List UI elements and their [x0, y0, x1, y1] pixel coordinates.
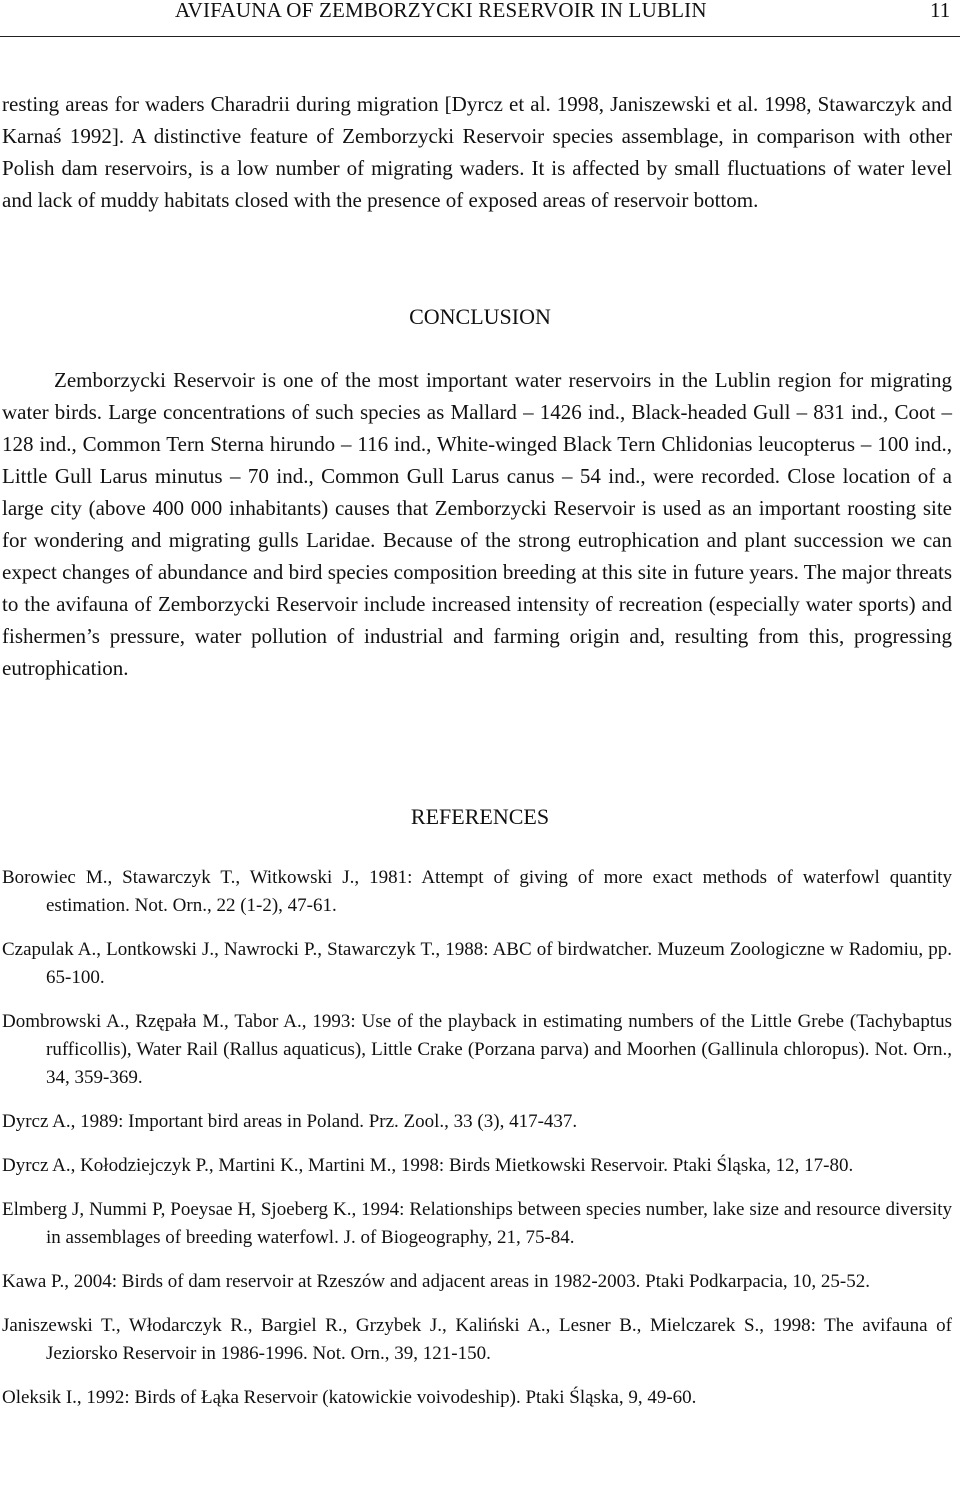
reference-item: Kawa P., 2004: Birds of dam reservoir at Rzeszów and adjacent areas in 1982-2003. Ptaki Podkarpacia, 10, 25-52.: [2, 1271, 870, 1292]
reference-item: Elmberg J, Nummi P, Poeysae H, Sjoeberg K., 1994: Relationships between species number, lake size and resource diversity in assemblages of breeding waterfowl. J. of Biogeography, 21, 75-84.: [2, 1199, 952, 1248]
intro-paragraph: [2, 88, 952, 216]
reference-item: Oleksik I., 1992: Birds of Łąka Reservoir (katowickie voivodeship). Ptaki Śląska, 9, 49-60.: [2, 1387, 697, 1408]
reference-item: Dyrcz A., 1989: Important bird areas in Poland. Prz. Zool., 33 (3), 417-437.: [2, 1111, 578, 1132]
page-number: 11: [930, 0, 951, 22]
conclusion-paragraph: [2, 364, 952, 684]
reference-item: Dombrowski A., Rzępała M., Tabor A., 1993: Use of the playback in estimating numbers of the Little Grebe (Tachybaptus rufficollis), Water Rail (Rallus aquaticus), Little Crake (Porzana parva) and Moorhen (Gallinula chloropus). Not. Orn., 34, 359-369.: [2, 1011, 952, 1088]
reference-item: Dyrcz A., Kołodziejczyk P., Martini K., Martini M., 1998: Birds Mietkowski Reservoir. Ptaki Śląska, 12, 17-80.: [2, 1155, 854, 1176]
running-title: AVIFAUNA OF ZEMBORZYCKI RESERVOIR IN LUBLIN: [175, 0, 707, 22]
reference-item: Czapulak A., Lontkowski J., Nawrocki P., Stawarczyk T., 1988: ABC of birdwatcher. Muzeum Zoologiczne w Radomiu, pp. 65-100.: [2, 939, 952, 988]
reference-item: Janiszewski T., Włodarczyk R., Bargiel R., Grzybek J., Kaliński A., Lesner B., Mielczarek S., 1998: The avifauna of Jeziorsko Reservoir in 1986-1996. Not. Orn., 39, 121-150.: [2, 1315, 952, 1364]
reference-item: Borowiec M., Stawarczyk T., Witkowski J., 1981: Attempt of giving of more exact methods of waterfowl quantity estimation. Not. Orn., 22 (1-2), 47-61.: [2, 867, 952, 916]
conclusion-paragraph-text: Zemborzycki Reservoir is one of the most important water reservoirs in the Lublin region for migrating water birds. Large concentrations of such species as Mallard – 1426 ind., Black-headed Gull – 831 ind., Coot – 128 ind., Common Tern Sterna hirundo – 116 ind., White-winged Black Tern Chlidonias leucopterus – 100 ind., Little Gull Larus minutus – 70 ind., Common Gull Larus canus – 54 ind., were recorded. Close location of a large city (above 400 000 inhabitants) causes that Zemborzycki Reservoir is used as an important roosting site for wondering and migrating gulls Laridae. Because of the strong eutrophication and plant succession we can expect changes of abundance and bird species composition breeding at this site in future years. The major threats to the avifauna of Zemborzycki Reservoir include increased intensity of recreation (especially water sports) and fishermen’s pressure, water pollution of industrial and farming origin and, resulting from this, progressing eutrophication.: [2, 368, 952, 680]
conclusion-heading: CONCLUSION: [409, 304, 551, 329]
references-heading: REFERENCES: [410, 804, 550, 829]
references-list: [2, 864, 952, 1428]
intro-paragraph-text: resting areas for waders Charadrii during migration [Dyrcz et al. 1998, Janiszewski et al. 1998, Stawarczyk and Karnaś 1992]. A distinctive feature of Zemborzycki Reservoir species assemblage, in comparison with other Polish dam reservoirs, is a low number of migrating waders. It is affected by small fluctuations of water level and lack of muddy habitats closed with the presence of exposed areas of reservoir bottom.: [2, 92, 952, 212]
running-header: [0, 0, 960, 37]
